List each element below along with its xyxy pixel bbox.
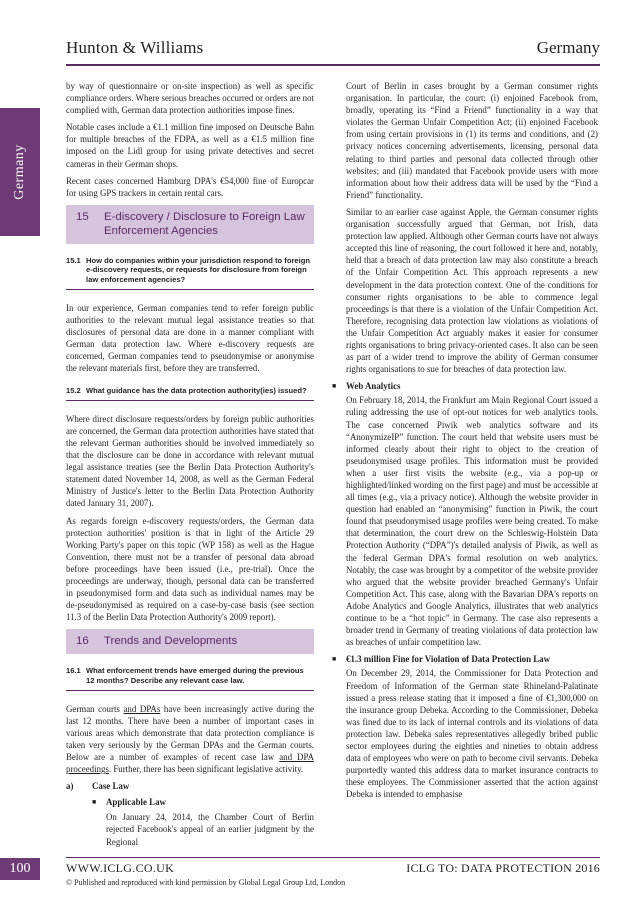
paragraph: On January 24, 2014, the Chamber Court of Berlin rejected Facebook's appeal of an earlier judgment by the Regional [106, 812, 314, 847]
footer-copyright: © Published and reproduced with kind permission by Global Legal Group Ltd, London [66, 878, 346, 887]
bullet-square-icon: ■ [332, 655, 337, 664]
bullet-square-icon: ■ [92, 798, 97, 807]
header-country: Germany [536, 38, 600, 57]
paragraph: In our experience, German companies tend to refer foreign public authorities to the relevant mutual legal assistance treaties so that disclosures of personal data are done in a manner compliant with German data protection law. Where e-discovery requests are concerned, German companies tend to pseudonymise or anonymise the relevant materials first, before they are transferred. [66, 302, 314, 374]
section-heading-16 [66, 629, 314, 654]
side-country-tab [0, 108, 40, 236]
list-label: Case Law [92, 781, 130, 792]
paragraph: Recent cases concerned Hamburg DPA's €54,000 fine of Europcar for using GPS trackers in certain rental cars. [66, 175, 314, 198]
question-16-1 [66, 664, 314, 690]
footer-divider [66, 857, 600, 858]
bullet-web-analytics [332, 380, 598, 392]
paragraph: by way of questionnaire or on-site inspection) as well as specific compliance orders. Where serious breaches occurred or orders are not complied with, German data protection authorities impose fines. [66, 81, 314, 116]
question-15-2 [66, 384, 314, 401]
paragraph: Notable cases include a €1.1 million fine imposed on Deutsche Bahn for multiple breaches of the FDPA, as well as a €1.5 million fine imposed on the Lidl group for using private detectives and secret cameras in their German shops. [66, 122, 314, 169]
bullet-fine [332, 653, 598, 665]
paragraph: German courts and DPAs have been increasingly active during the last 12 months. There have been a number of important cases in various areas which demonstrate that data protection compliance is taken very seriously by the German DPAs and the German courts. Below are a number of examples of recent case law and DPA proceedings. Further, there has been significant legislative activity. [66, 703, 314, 775]
bullet-applicable-law [92, 796, 314, 808]
header-divider [66, 64, 600, 66]
section-title: E-discovery / Disclosure to Foreign Law Enforcement Agencies [104, 210, 305, 237]
paragraph: On February 18, 2014, the Frankfurt am Main Regional Court issued a ruling addressing the use of opt-out notices for web analytics tools. The case concerned Piwik web analytics software and its “AnonymizeIP” function. The court held that website users must be informed clearly about their right to object to the creation of pseudonymised usage profiles. This information must be provided when a user first visits the website (e.g., via a pop-up or highlighted/linked wording on the first page) and must be accessible at all times (e.g., via a privacy notice). Although the website provider in question had enabled an “anonymising” function in Piwik, the court found that pseudonymised usage profiles were being created. To make that determination, the court drew on the Schleswig-Holstein Data Protection Authority (“DPA”)'s detailed analysis of Piwik, as well as the federal German DPA's formal resolution on web analytics. Notably, the case was brought by a competitor of the website provider who argued that the website provider breached Germany's Unfair Competition Act. This case, along with the Bavarian DPA's reports on Adobe Analytics and Google Analytics, illustrates that web analytics continue to be a “hot topic” in Germany. The case also represents a broader trend in Germany of treating violations of data protection law as breaches of unfair competition law. [346, 395, 598, 648]
question-number: 16.1 [66, 666, 81, 676]
question-15-1 [66, 254, 314, 290]
list-letter: a) [66, 781, 74, 792]
question-text: What guidance has the data protection authority(ies) issued? [86, 386, 307, 396]
side-tab-label: Germany [12, 144, 27, 200]
section-number: 15 [76, 210, 89, 223]
section-title: Trends and Developments [104, 635, 238, 648]
paragraph: Similar to an earlier case against Apple, the German consumer rights organisation successfully argued that German, not Irish, data protection law applied. Although other German courts have not always accepted this line of reasoning, the court followed it here and, notably, held that a breach of data protection law may also constitute a breach of the Unfair Competition Act. This approach represents a new development in the data protection context. One of the conditions for consumer rights organisations to be able to commence legal proceedings is that there is a violation of the Unfair Competition Act. Therefore, recognising data protection law violations as violations of the Unfair Competition Act arguably makes it easier for consumer rights organisations to bring privacy-oriented cases. It also can be seen as part of a wider trend to improve the ability of German consumer rights organisations to sue for breaches of data protection law. [346, 206, 598, 375]
footer-url: WWW.ICLG.CO.UK [66, 861, 175, 875]
section-heading-15 [66, 205, 314, 244]
paragraph: As regards foreign e-discovery requests/orders, the German data protection authorities' position is that in light of the Article 29 Working Party's paper on this topic (WP 158) as well as the Hague Convention, there must not be a transfer of personal data abroad before proceedings have been issued (i.e., pre-trial). Once the proceedings are underway, though, personal data can be transferred in pseudonymised form and data such as individual names may be de-pseudonymised as required on a case-by-case basis (see section 11.3 of the Berlin Data Protection Authority's 2009 report). [66, 515, 314, 623]
left-column [66, 80, 314, 853]
right-column [332, 80, 598, 805]
bullet-square-icon: ■ [332, 382, 337, 391]
paragraph: Where direct disclosure requests/orders by foreign public authorities are concerned, the German data protection authorities have stated that the relevant German authorities should be involved immediately so that the disclosure can be done in accordance with relevant mutual legal assistance treaties (see the Berlin Data Protection Authority's statement dated November 14, 2008, as well as the German Federal Ministry of Justice's letter to the Berlin Data Protection Authority dated January 31, 2007). [66, 413, 314, 509]
header-firm-name: Hunton & Williams [66, 38, 204, 57]
bullet-label: Web Analytics [346, 381, 401, 392]
page-number: 100 [0, 858, 40, 880]
question-text: What enforcement trends have emerged during the previous 12 months? Describe any relevant case law. [86, 666, 304, 685]
footer-publication: ICLG TO: DATA PROTECTION 2016 [406, 861, 600, 875]
section-number: 16 [76, 635, 89, 648]
question-number: 15.1 [66, 255, 81, 265]
list-heading-case-law [66, 780, 314, 792]
paragraph: On December 29, 2014, the Commissioner for Data Protection and Freedom of Information of the German state Rhineland-Palatinate issued a press release stating that it imposed a fine of €1,300,000 on the insurance group Debeka. According to the Commissioner, Debeka was fined due to its lack of internal controls and its violations of data protection law. Debeka sales representatives allegedly bribed public sector employees during the eighties and nineties to obtain address data of employees who were on path to become civil servants. Debeka purportedly wanted this address data to market insurance contracts to these employees. The Commissioner asserted that the action against Debeka is intended to emphasise [346, 668, 598, 800]
bullet-label: Applicable Law [106, 797, 166, 808]
bullet-label: €1.3 million Fine for Violation of Data Protection Law [346, 654, 551, 665]
question-text: How do companies within your jurisdiction respond to foreign e-discovery requests, or requests for disclosure from foreign law enforcement agencies? [86, 255, 311, 285]
paragraph: Court of Berlin in cases brought by a German consumer rights organisation. In particular, the court: (i) enjoined Facebook from, broadly, operating its “Find a Friend” functionality in a way that violates the German Unfair Competition Act; (ii) enjoined Facebook from using certain provisions in (1) its terms and conditions, and (2) privacy notices concerning advertisements, licensing, personal data relating to third parties and personal data collected through other websites; and (iii) mandated that Facebook provide users with more information about how their address data will be used by the “Find a Friend” functionality. [346, 81, 598, 200]
question-number: 15.2 [66, 386, 81, 396]
